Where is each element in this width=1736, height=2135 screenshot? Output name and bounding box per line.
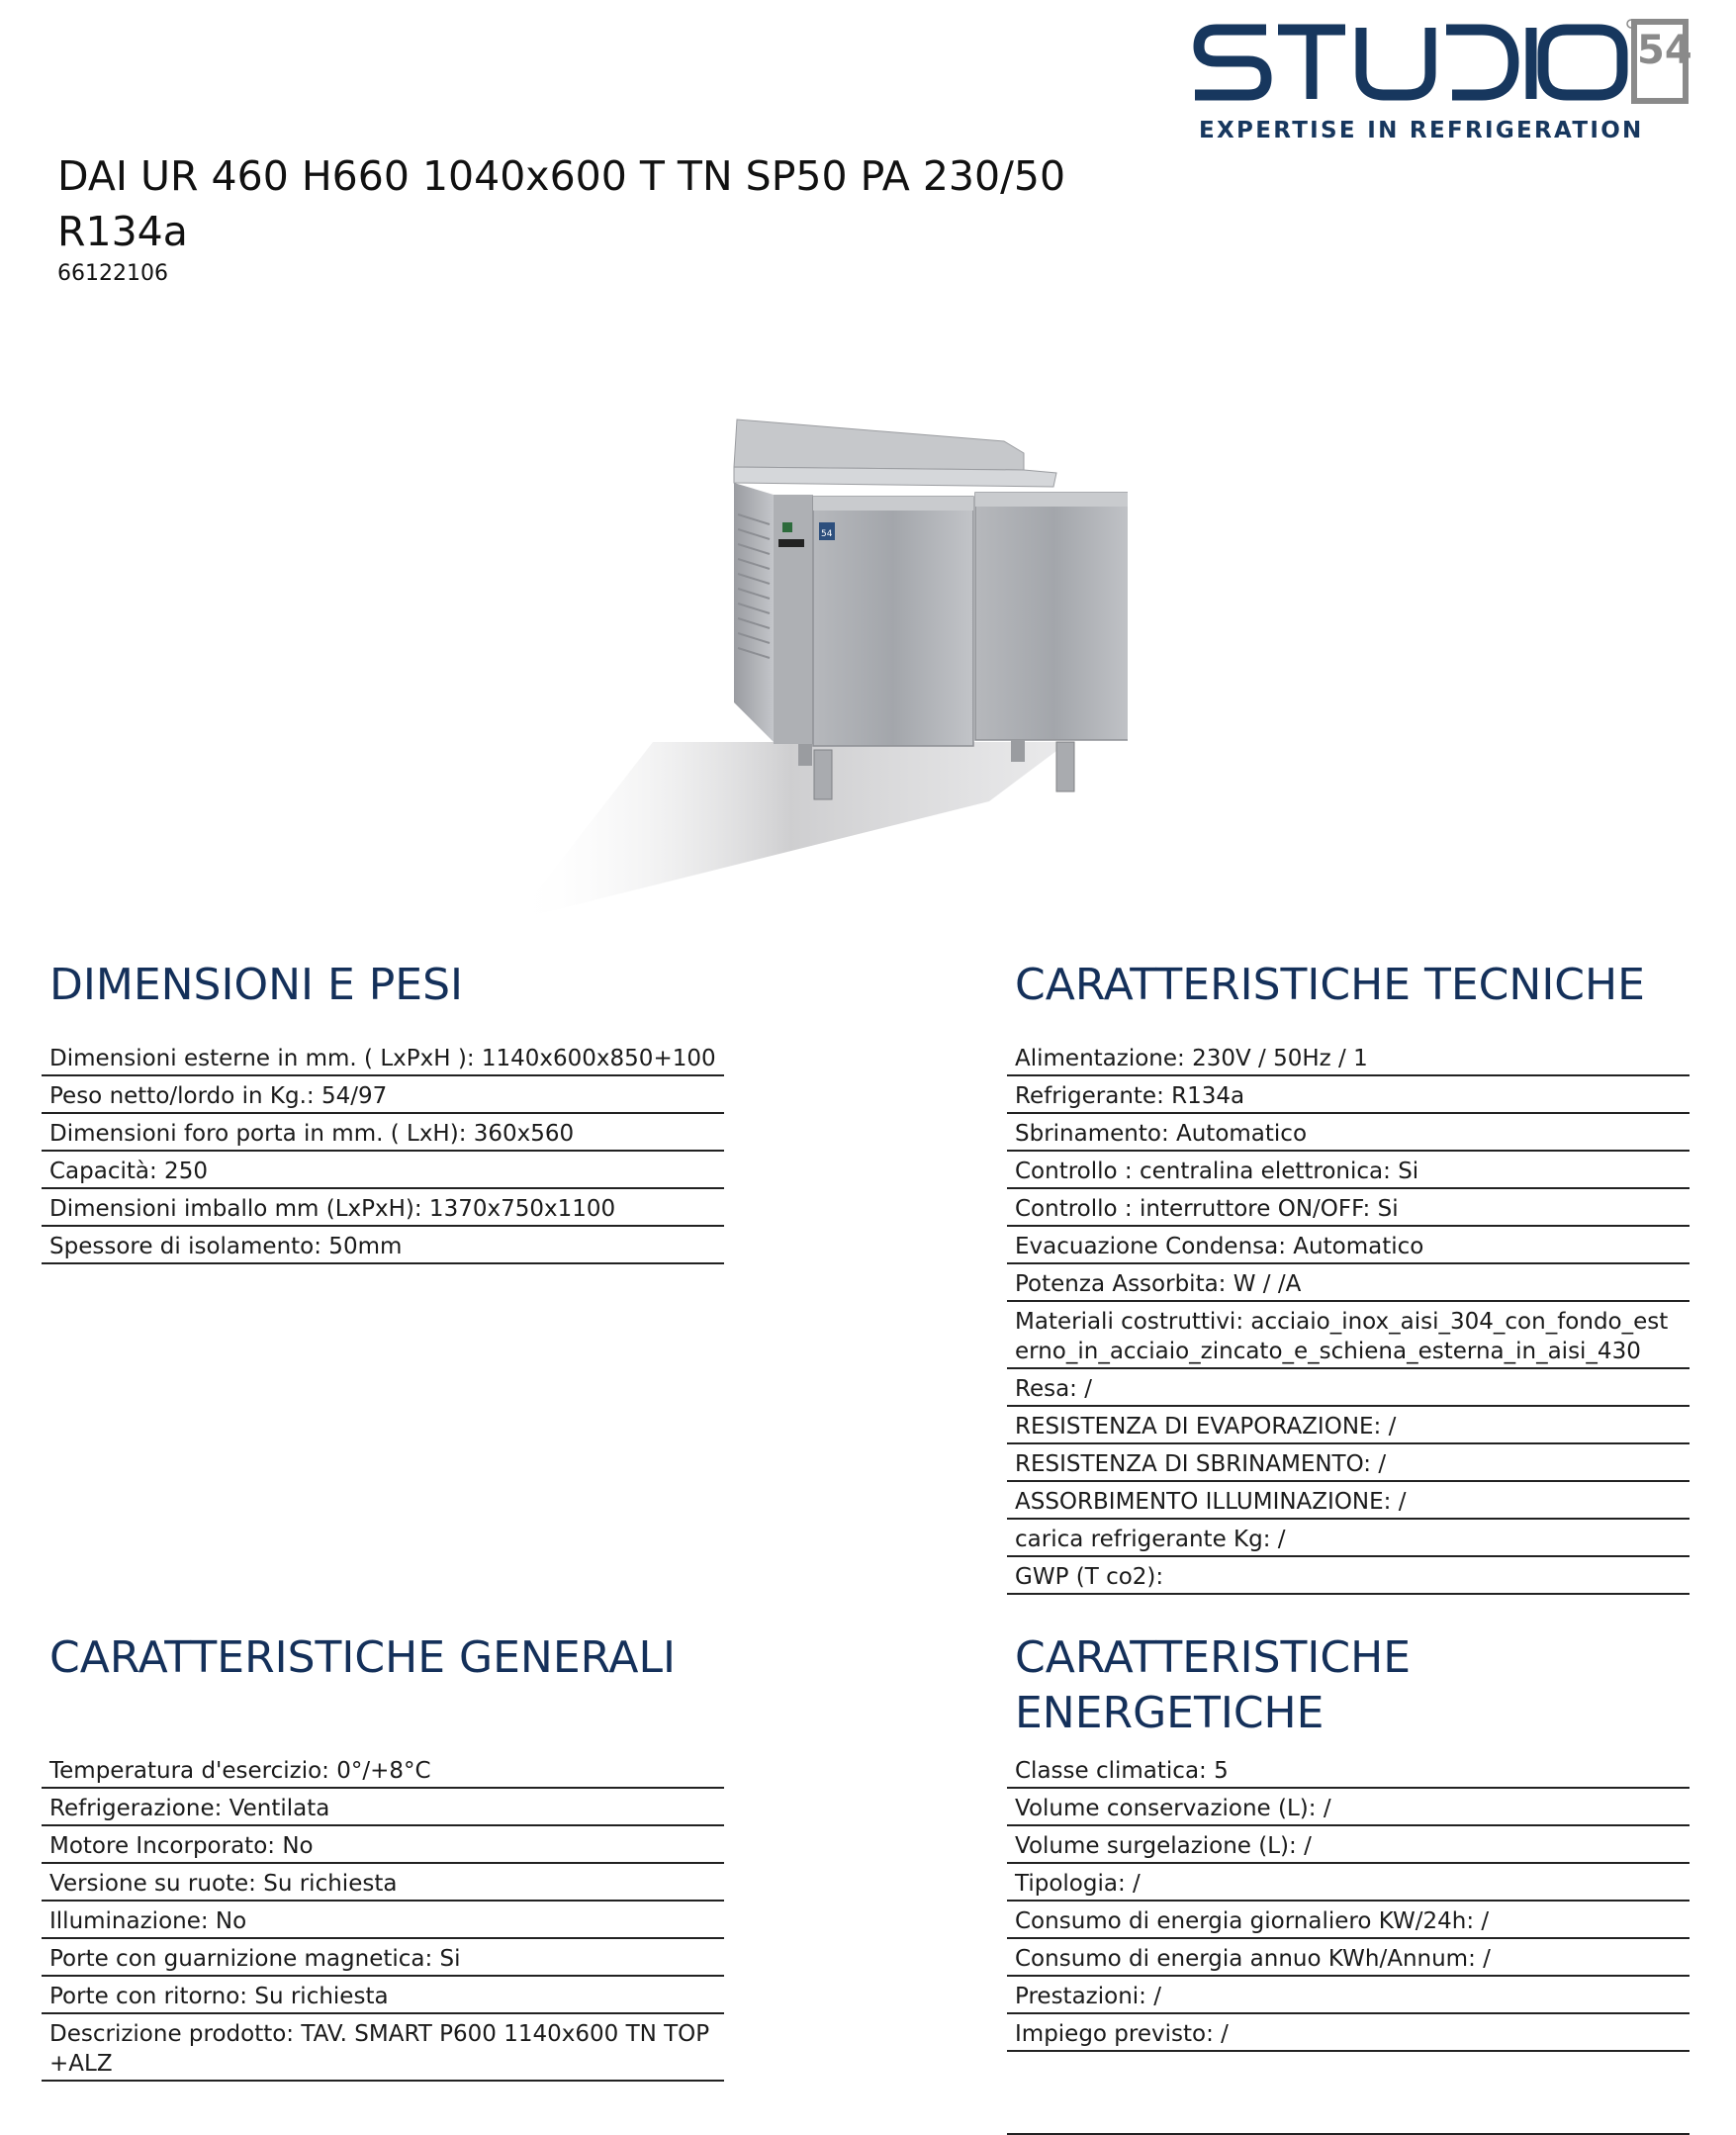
spec-row: Materiali costruttivi: acciaio_inox_aisi_304_con_fondo_esterno_in_acciaio_zincato_e_schiena_esterna_in_aisi_430: [1007, 1302, 1690, 1369]
spec-row: Classe climatica: 5: [1007, 1751, 1690, 1789]
spec-row: Descrizione prodotto: TAV. SMART P600 1140x600 TN TOP+ALZ: [42, 2014, 724, 2082]
spec-row: Dimensioni esterne in mm. ( LxPxH ): 1140x600x850+100: [42, 1039, 724, 1076]
brand-number: 54: [1637, 28, 1692, 73]
spec-list: [42, 1039, 724, 1264]
spec-row: Peso netto/lordo in Kg.: 54/97: [42, 1076, 724, 1114]
spec-row: Controllo : centralina elettronica: Si: [1007, 1152, 1690, 1189]
spec-row: Dimensioni foro porta in mm. ( LxH): 360x560: [42, 1114, 724, 1152]
spec-row: Refrigerante: R134a: [1007, 1076, 1690, 1114]
spec-row: RESISTENZA DI SBRINAMENTO: /: [1007, 1444, 1690, 1482]
spec-row: Illuminazione: No: [42, 1902, 724, 1939]
spec-row: Impiego previsto: /: [1007, 2014, 1690, 2052]
brand-logo: [1187, 14, 1691, 152]
section-energetiche: [1007, 1630, 1690, 2135]
spec-row: Spessore di isolamento: 50mm: [42, 1227, 724, 1264]
spec-row: Consumo di energia giornaliero KW/24h: /: [1007, 1902, 1690, 1939]
spec-list: [42, 1751, 724, 2082]
divider: [1007, 2052, 1690, 2135]
spec-row: Alimentazione: 230V / 50Hz / 1: [1007, 1039, 1690, 1076]
spec-list: [1007, 1039, 1690, 1595]
section-title: DIMENSIONI E PESI: [49, 960, 463, 1010]
spec-list: [1007, 1751, 1690, 2135]
section-generali: [42, 1630, 724, 2082]
spec-row: Refrigerazione: Ventilata: [42, 1789, 724, 1826]
spec-row: ASSORBIMENTO ILLUMINAZIONE: /: [1007, 1482, 1690, 1520]
spec-row: Capacità: 250: [42, 1152, 724, 1189]
spec-row: Volume conservazione (L): /: [1007, 1789, 1690, 1826]
spec-row: Prestazioni: /: [1007, 1977, 1690, 2014]
product-title: DAI UR 460 H660 1040x600 T TN SP50 PA 230/50 R134a: [57, 152, 1066, 255]
spec-row: Versione su ruote: Su richiesta: [42, 1864, 724, 1902]
spec-row: Sbrinamento: Automatico: [1007, 1114, 1690, 1152]
section-title: CARATTERISTICHE TECNICHE: [1015, 960, 1645, 1010]
spec-row: Temperatura d'esercizio: 0°/+8°C: [42, 1751, 724, 1789]
section-dimensioni: [42, 958, 724, 1264]
spec-row: Porte con ritorno: Su richiesta: [42, 1977, 724, 2014]
studio54-logo-icon: [1187, 14, 1691, 113]
spec-row: Volume surgelazione (L): /: [1007, 1826, 1690, 1864]
product-code: 66122106: [57, 261, 168, 286]
spec-row: Evacuazione Condensa: Automatico: [1007, 1227, 1690, 1264]
spec-row: Resa: /: [1007, 1369, 1690, 1407]
spec-row: Consumo di energia annuo KWh/Annum: /: [1007, 1939, 1690, 1977]
brand-tagline: EXPERTISE IN REFRIGERATION: [1199, 118, 1644, 143]
product-badge: 54: [821, 529, 833, 539]
spec-row: Motore Incorporato: No: [42, 1826, 724, 1864]
section-tecniche: [1007, 958, 1690, 1595]
spec-row: Controllo : interruttore ON/OFF: Si: [1007, 1189, 1690, 1227]
spec-row: Dimensioni imballo mm (LxPxH): 1370x750x1100: [42, 1189, 724, 1227]
section-title: CARATTERISTICHE GENERALI: [49, 1632, 676, 1683]
spec-row: RESISTENZA DI EVAPORAZIONE: /: [1007, 1407, 1690, 1444]
section-title: CARATTERISTICHE ENERGETICHE: [1015, 1632, 1412, 1738]
spec-row: carica refrigerante Kg: /: [1007, 1520, 1690, 1557]
spec-row: Porte con guarnizione magnetica: Si: [42, 1939, 724, 1977]
spec-row: Tipologia: /: [1007, 1864, 1690, 1902]
product-image: [514, 416, 1128, 930]
spec-row: GWP (T co2):: [1007, 1557, 1690, 1595]
spec-row: Potenza Assorbita: W / /A: [1007, 1264, 1690, 1302]
